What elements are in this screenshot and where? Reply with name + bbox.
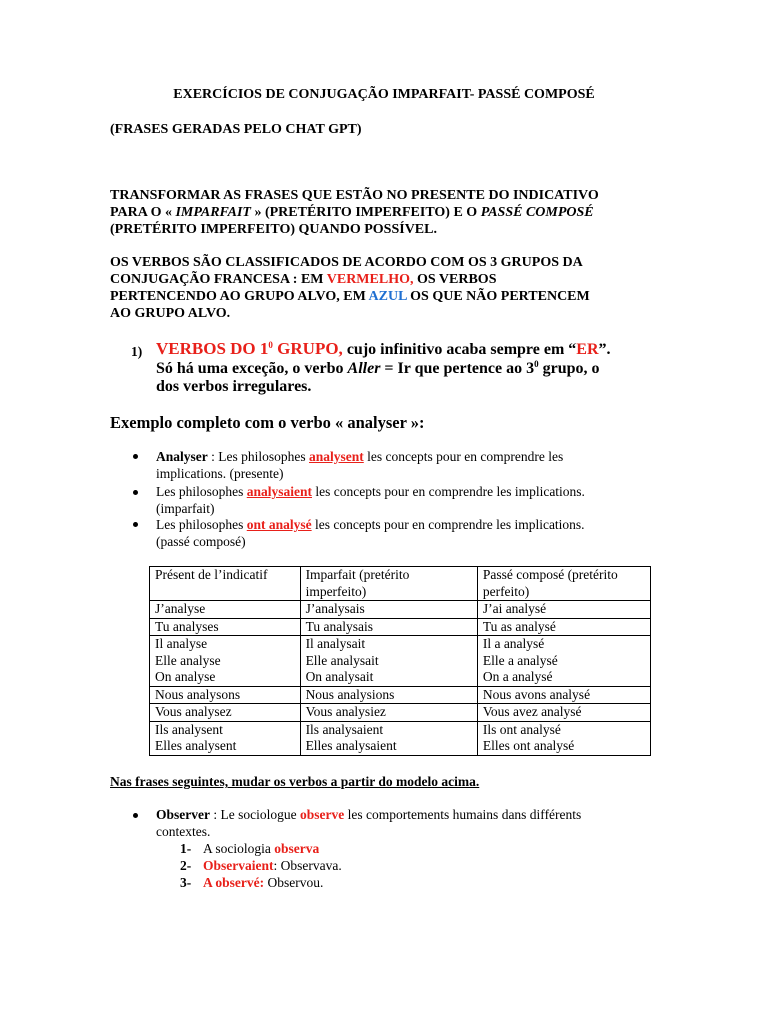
table-cell: Ils analysaient Elles analysaient	[300, 721, 477, 755]
text-fragment: OS QUE NÃO PERTENCEM	[406, 289, 590, 304]
table-cell: Ils analysent Elles analysent	[150, 721, 301, 755]
text-fragment: les comportements humains dans différents	[344, 807, 582, 822]
section-heading-line-1	[156, 340, 611, 360]
table-cell: Présent de l’indicatif	[150, 567, 301, 601]
conjugated-verb: observe	[299, 807, 345, 822]
instructions-line-3: (PRETÉRITO IMPERFEITO) QUANDO POSSÍVEL.	[110, 222, 437, 237]
text-fragment: Só há uma exceção, o verbo	[156, 359, 348, 377]
table-row	[150, 601, 651, 619]
table-row	[150, 721, 651, 755]
section-1-heading	[156, 340, 611, 397]
example-bullet-2	[156, 483, 585, 517]
classification-line-3	[110, 288, 590, 305]
text-fragment: les concepts pour en comprendre les implications.	[311, 517, 585, 532]
text-fragment: Les philosophes	[156, 517, 247, 532]
text-fragment: PERTENCENDO AO GRUPO ALVO, EM	[110, 289, 369, 304]
bullet-icon	[133, 813, 138, 818]
text-fragment: » (PRETÉRITO IMPERFEITO) E O	[250, 205, 481, 220]
aller-term: Aller	[347, 359, 381, 377]
table-cell: Tu analyses	[150, 618, 301, 636]
bullet-line	[156, 483, 585, 500]
section-number: 1)	[131, 344, 143, 359]
text-fragment: : Les philosophes	[207, 449, 309, 464]
text-fragment: A sociologia	[203, 841, 275, 856]
bullet-line: contextes.	[156, 824, 211, 839]
table-cell: Ils ont analysé Elles ont analysé	[477, 721, 650, 755]
example-bullet-3	[156, 516, 585, 550]
table-row	[150, 704, 651, 722]
classification-line-4: AO GRUPO ALVO.	[110, 306, 231, 321]
table-cell: Il analyse Elle analyse On analyse	[150, 636, 301, 687]
classification-line-1: OS VERBOS SÃO CLASSIFICADOS DE ACORDO COM OS 3 GRUPOS DA	[110, 255, 583, 270]
text-fragment: les concepts pour en comprendre les	[363, 449, 564, 464]
table-cell: Vous avez analysé	[477, 704, 650, 722]
text-fragment: PARA O «	[110, 205, 176, 220]
table-row	[150, 618, 651, 636]
text-fragment: = Ir que pertence ao 3	[380, 359, 535, 377]
table-cell: Vous analysez	[150, 704, 301, 722]
blue-label: AZUL	[368, 289, 407, 304]
group-heading-red	[156, 339, 343, 358]
text-fragment: Les philosophes	[156, 484, 247, 499]
table-cell: Nous analysons	[150, 686, 301, 704]
text-fragment: les concepts pour en comprendre les implications.	[312, 484, 585, 499]
instructions-line-2	[110, 204, 599, 221]
conjugation-table	[149, 566, 651, 756]
table-header-row	[150, 567, 651, 601]
bullet-icon	[133, 490, 138, 495]
instructions-line-1: TRANSFORMAR AS FRASES QUE ESTÃO NO PRESENTE DO INDICATIVO	[110, 188, 599, 203]
text-fragment: : Le sociologue	[209, 807, 300, 822]
verb-name: Observer	[156, 807, 210, 822]
exercise-bullet	[156, 806, 581, 840]
bullet-line: implications. (presente)	[156, 466, 284, 481]
table-cell: Tu as analysé	[477, 618, 650, 636]
table-cell: J’ai analysé	[477, 601, 650, 619]
superscript: 0	[268, 340, 273, 350]
text-fragment: ”.	[598, 341, 611, 358]
table-cell: Nous avons analysé	[477, 686, 650, 704]
table-cell: Imparfait (pretérito imperfeito)	[300, 567, 477, 601]
classification-line-2	[110, 271, 590, 288]
text-fragment: : Observava.	[273, 858, 342, 873]
er-ending: ER	[576, 341, 599, 358]
table-cell: Tu analysais	[300, 618, 477, 636]
table-row	[150, 636, 651, 687]
page-title: EXERCÍCIOS DE CONJUGAÇÃO IMPARFAIT- PASSÉ COMPOSÉ	[173, 87, 595, 102]
bullet-line	[156, 448, 563, 465]
table-cell: J’analysais	[300, 601, 477, 619]
conjugated-verb: analysaient	[246, 484, 313, 499]
item-number: 2-	[180, 858, 192, 873]
bullet-icon	[133, 522, 138, 527]
exercise-instruction: Nas frases seguintes, mudar os verbos a partir do modelo acima.	[110, 774, 480, 789]
table-cell: Nous analysions	[300, 686, 477, 704]
section-heading-line-3: dos verbos irregulares.	[156, 378, 312, 395]
table-cell: Vous analysiez	[300, 704, 477, 722]
answer-verb: observa	[274, 841, 320, 856]
text-fragment: grupo, o	[538, 359, 600, 377]
section-heading-line-2	[156, 360, 611, 379]
table-cell: Il analysait Elle analysait On analysait	[300, 636, 477, 687]
table-row	[150, 686, 651, 704]
passe-compose-term: PASSÉ COMPOSÉ	[480, 205, 594, 220]
text-fragment: Observou.	[264, 875, 324, 890]
text-fragment: CONJUGAÇÃO FRANCESA : EM	[110, 272, 327, 287]
text-fragment: GRUPO,	[272, 339, 343, 358]
superscript: 0	[534, 358, 539, 369]
bullet-line	[156, 806, 581, 823]
verb-name: Analyser	[156, 449, 208, 464]
bullet-line: (imparfait)	[156, 501, 215, 516]
imparfait-term: IMPARFAIT	[175, 205, 251, 220]
item-number: 3-	[180, 875, 192, 890]
red-label: VERMELHO,	[326, 272, 414, 287]
table-cell: J’analyse	[150, 601, 301, 619]
answer-verb: A observé:	[203, 875, 265, 890]
exercise-item-2	[180, 857, 342, 874]
bullet-icon	[133, 454, 138, 459]
exercise-item-1	[180, 840, 319, 857]
text-fragment: VERBOS DO 1	[156, 339, 269, 358]
conjugated-verb: ont analysé	[246, 517, 312, 532]
example-bullet-1	[156, 448, 563, 482]
page-subtitle: (FRASES GERADAS PELO CHAT GPT)	[110, 122, 362, 137]
table-cell: Il a analysé Elle a analysé On a analysé	[477, 636, 650, 687]
instructions-paragraph	[110, 187, 599, 238]
answer-verb: Observaient	[203, 858, 274, 873]
classification-paragraph	[110, 254, 590, 322]
conjugated-verb: analysent	[309, 449, 364, 464]
exercise-item-3	[180, 874, 323, 891]
bullet-line	[156, 516, 585, 533]
text-fragment: OS VERBOS	[413, 272, 497, 287]
bullet-line: (passé composé)	[156, 534, 246, 549]
text-fragment: cujo infinitivo acaba sempre em “	[342, 341, 577, 358]
example-heading: Exemplo completo com o verbo « analyser »:	[110, 413, 425, 432]
item-number: 1-	[180, 841, 192, 856]
table-cell: Passé composé (pretérito perfeito)	[477, 567, 650, 601]
